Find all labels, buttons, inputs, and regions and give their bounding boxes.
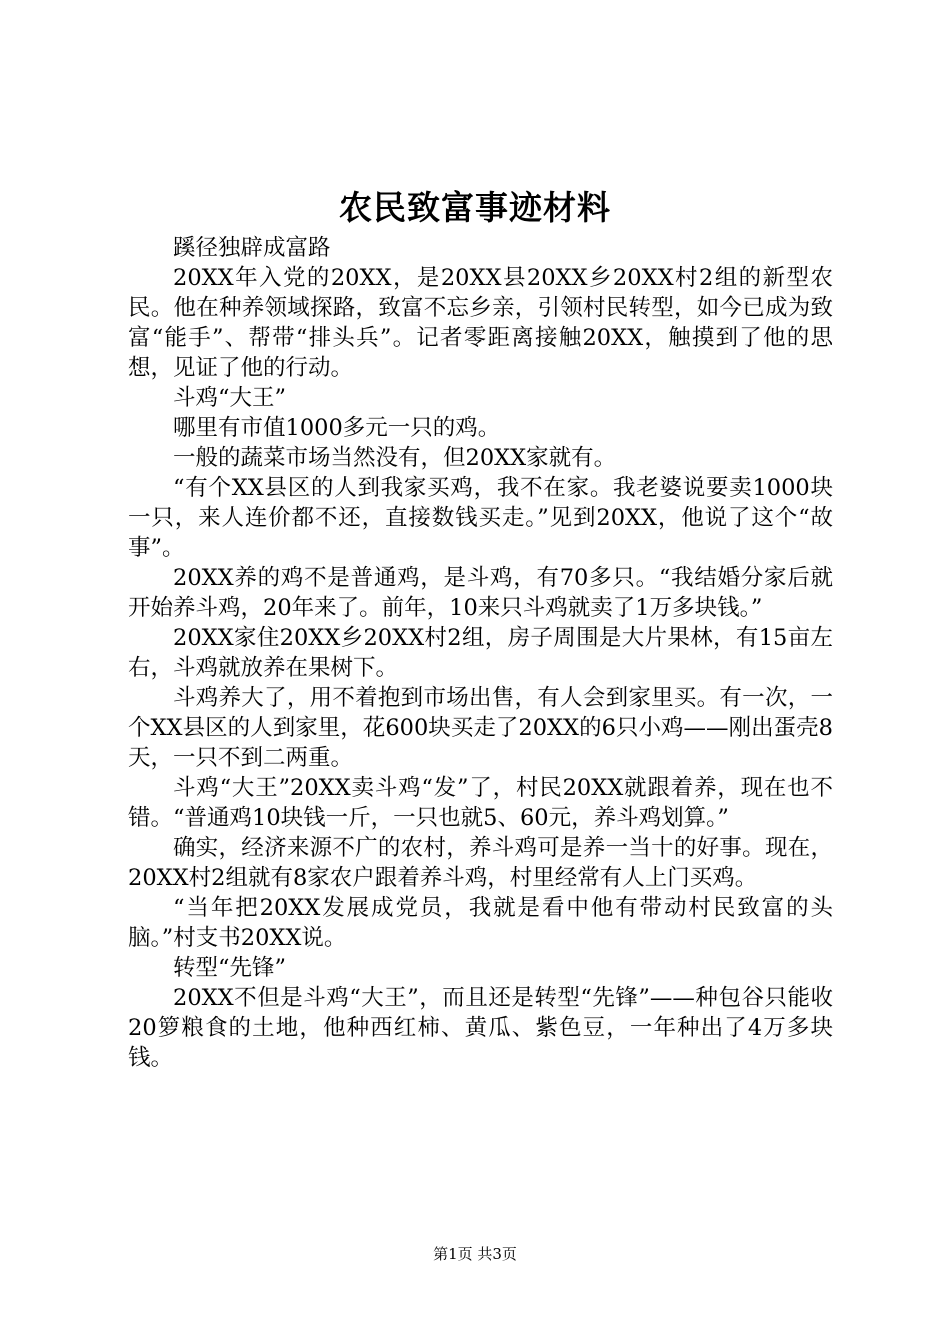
subheading-paragraph: 蹊径独辟成富路: [173, 235, 331, 261]
body-paragraph: 确实，经济来源不广的农村，养斗鸡可是养一当十的好事。现在，20XX村2组就有8家农户跟着养斗鸡，村里经常有人上门买鸡。: [128, 835, 833, 891]
article-body: [128, 233, 833, 1073]
body-paragraph: 斗鸡养大了，用不着抱到市场出售，有人会到家里买。有一次，一个XX县区的人到家里，花600块买走了20XX的6只小鸡——刚出蛋壳8天，一只不到二两重。: [128, 685, 833, 771]
body-paragraph: “有个XX县区的人到我家买鸡，我不在家。我老婆说要卖1000块一只，来人连价都不还，直接数钱买走。”见到20XX，他说了这个“故事”。: [128, 475, 833, 561]
body-paragraph: 哪里有市值1000多元一只的鸡。: [173, 415, 501, 441]
body-paragraph: 斗鸡“大王”20XX卖斗鸡“发”了，村民20XX就跟着养，现在也不错。“普通鸡10块钱一斤，一只也就5、60元，养斗鸡划算。”: [128, 775, 833, 831]
body-paragraph: 20XX养的鸡不是普通鸡，是斗鸡，有70多只。“我结婚分家后就开始养斗鸡，20年来了。前年，10来只斗鸡就卖了1万多块钱。”: [128, 565, 833, 621]
body-paragraph: 20XX年入党的20XX，是20XX县20XX乡20XX村2组的新型农民。他在种养领域探路，致富不忘乡亲，引领村民转型，如今已成为致富“能手”、帮带“排头兵”。记者零距离接触20XX，触摸到了他的思想，见证了他的行动。: [128, 265, 833, 381]
page-number-footer: 第1页 共3页: [433, 1245, 517, 1263]
page-title: 农民致富事迹材料: [339, 188, 611, 227]
body-paragraph: “当年把20XX发展成党员，我就是看中他有带动村民致富的头脑。”村支书20XX说。: [128, 895, 833, 951]
body-paragraph: 20XX家住20XX乡20XX村2组，房子周围是大片果林，有15亩左右，斗鸡就放养在果树下。: [128, 625, 833, 681]
section-heading: 斗鸡“大王”: [173, 385, 287, 411]
section-heading: 转型“先锋”: [173, 955, 287, 981]
body-paragraph: 20XX不但是斗鸡“大王”，而且还是转型“先锋”——种包谷只能收20箩粮食的土地，他种西红柿、黄瓜、紫色豆，一年种出了4万多块钱。: [128, 985, 833, 1071]
body-paragraph: 一般的蔬菜市场当然没有，但20XX家就有。: [173, 445, 617, 471]
